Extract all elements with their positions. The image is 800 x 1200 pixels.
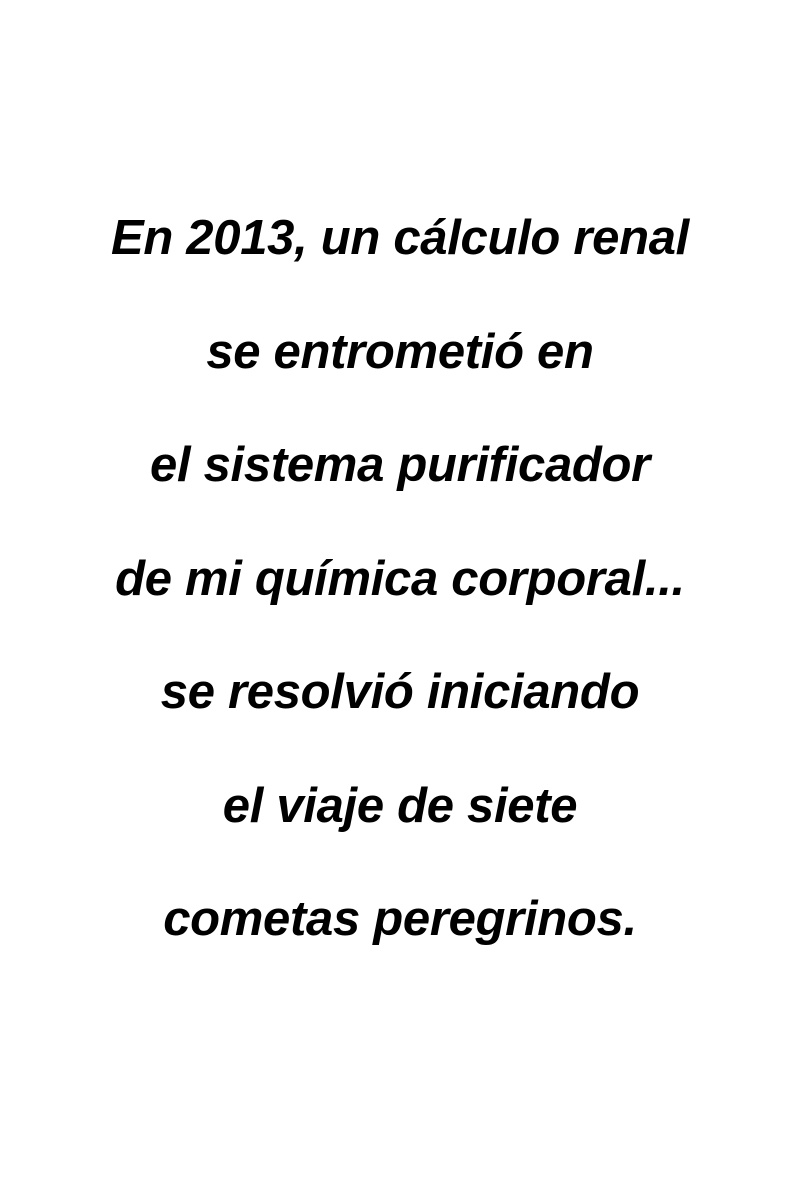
poem-line-3: el sistema purificador <box>150 438 650 492</box>
poem-line-5: se resolvió iniciando <box>160 665 640 719</box>
poem-line-1: En 2013, un cálculo renal <box>110 211 689 265</box>
poem-line-7: cometas peregrinos. <box>163 892 637 946</box>
poem-text-block <box>0 182 800 977</box>
poem-line-2: se entrometió en <box>206 324 594 379</box>
poem-line-6: el viaje de siete <box>222 778 578 833</box>
poem-line-4: de mi química corporal... <box>115 551 685 606</box>
